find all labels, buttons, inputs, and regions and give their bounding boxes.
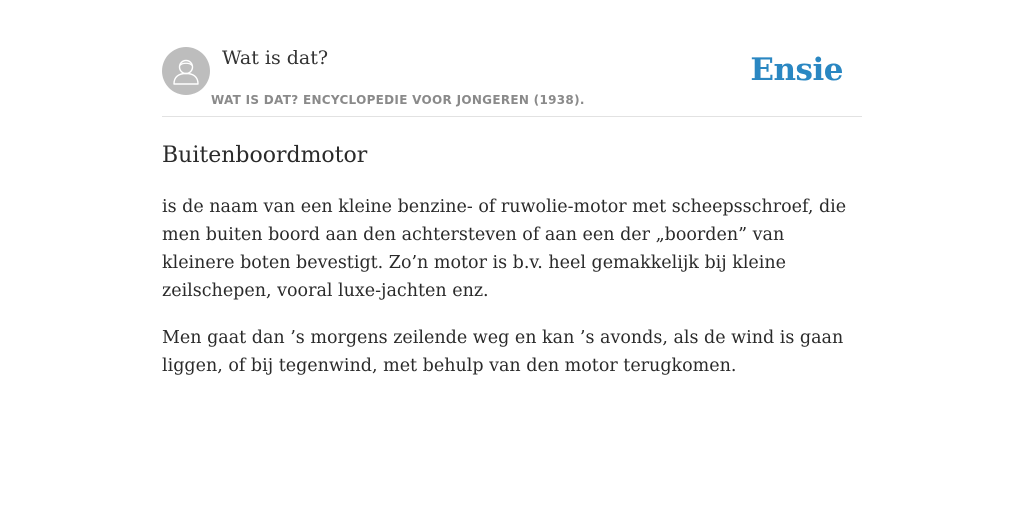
source-line: WAT IS DAT? ENCYCLOPEDIE VOOR JONGEREN (1938). (211, 93, 585, 107)
article-header (162, 46, 862, 117)
user-avatar-icon[interactable] (162, 47, 210, 95)
author-name[interactable]: Wat is dat? (222, 47, 329, 69)
entry-paragraph-1: is de naam van een kleine benzine- of ruwolie-motor met scheepsschroef, die men buiten boord aan den achtersteven of aan een der „boorden” van kleinere boten bevestigt. Zo’n motor is b.v. heel gemakkelijk bij kleine zeilschepen, vooral luxe-jachten enz. (162, 197, 847, 301)
article-container (162, 46, 862, 380)
entry-paragraph-2: Men gaat dan ’s morgens zeilende weg en kan ’s avonds, als de wind is gaan liggen, of bij tegenwind, met behulp van den motor terugkomen. (162, 328, 844, 376)
user-silhouette-icon (162, 47, 210, 95)
ensie-logo[interactable]: Ensie (750, 52, 843, 88)
entry-title: Buitenboordmotor (162, 143, 368, 168)
